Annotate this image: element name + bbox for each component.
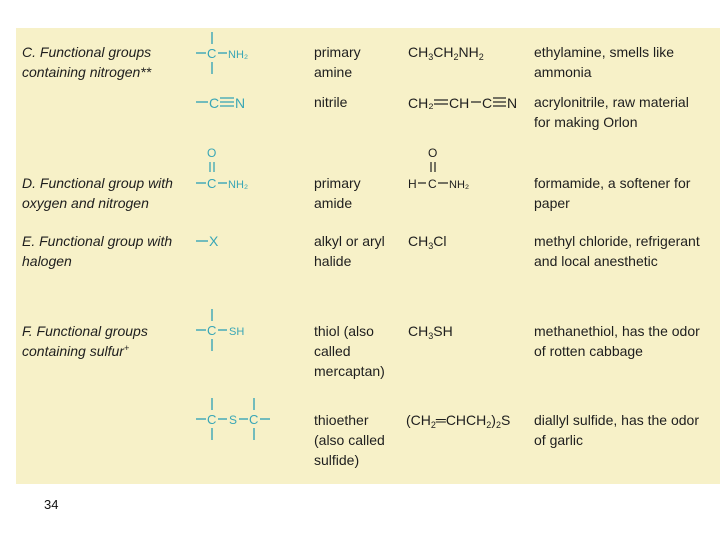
category-d-line2: oxygen and nitrogen (22, 195, 149, 211)
halide-group-structure (192, 230, 232, 254)
example-diallyl-sulfide: diallyl sulfide, has the odor of garlic (534, 412, 699, 448)
thioether-carbon-left: C (207, 412, 217, 427)
thiol-group-structure (192, 307, 272, 355)
formamide-nh2: NH₂ (449, 179, 470, 191)
category-f-line1: F. Functional groups (22, 323, 148, 339)
amine-group-structure (192, 30, 272, 78)
nitrile-group-structure (192, 90, 252, 114)
category-c-label (22, 42, 151, 82)
amide-carbon: C (207, 176, 217, 191)
amide-nh2: NH₂ (228, 179, 249, 191)
formula-methanethiol: $CH_3SH$ (408, 323, 453, 341)
class-nitrile: nitrile (314, 94, 348, 110)
thioether-carbon-right: C (249, 412, 259, 427)
formamide-carbon: C (428, 177, 437, 191)
category-d-label (22, 173, 173, 213)
thioether-sulfur: S (229, 413, 238, 427)
acrylonitrile-ch: CH (449, 95, 470, 111)
category-d-line1: D. Functional group with (22, 175, 173, 191)
category-e-line1: E. Functional group with (22, 233, 173, 249)
category-f-label (22, 321, 148, 363)
thiol-carbon: C (207, 323, 217, 338)
formamide-oxygen: O (428, 146, 438, 160)
acrylonitrile-n: N (507, 95, 518, 111)
class-primary-amide: primary amide (314, 175, 361, 211)
amide-group-structure (192, 143, 272, 193)
halide-x: X (209, 233, 219, 249)
formula-acrylonitrile (404, 90, 524, 114)
category-e-label (22, 231, 172, 271)
category-e-line2: halogen (22, 253, 72, 269)
thiol-sh: SH (229, 326, 245, 338)
acrylonitrile-ch2: CH₂ (408, 95, 434, 111)
example-acrylonitrile: acrylonitrile, raw material for making Orlon (534, 94, 689, 130)
example-ethylamine: ethylamine, smells like ammonia (534, 44, 675, 80)
acrylonitrile-c: C (482, 95, 493, 111)
class-primary-amine: primary amine (314, 44, 361, 80)
nitrile-carbon: C (209, 95, 220, 111)
formula-ethylamine: $CH_3CH_2NH_2$ (408, 44, 484, 62)
nitrile-nitrogen: N (235, 95, 246, 111)
formula-diallyl-sulfide: $(CH_2═CHCH_2)_2S$ (406, 412, 511, 430)
amine-nh2: NH₂ (228, 49, 249, 61)
example-methyl-chloride: methyl chloride, refrigerant and local anesthetic (534, 233, 700, 269)
category-c-line1: C. Functional groups (22, 44, 152, 60)
formula-formamide (404, 143, 494, 193)
formamide-h: H (408, 177, 417, 191)
category-c-line2: containing nitrogen** (22, 64, 152, 80)
formula-methyl-chloride: $CH_3Cl$ (408, 233, 447, 251)
example-formamide: formamide, a softener for paper (534, 175, 691, 211)
page-number: 34 (44, 497, 59, 512)
class-thioether: thioether (also called sulfide) (314, 412, 385, 468)
category-f-line2: containing sulfur+ (22, 343, 130, 359)
class-thiol: thiol (also called mercaptan) (314, 323, 385, 379)
thioether-group-structure (192, 395, 282, 445)
example-methanethiol: methanethiol, has the odor of rotten cabbage (534, 323, 700, 359)
amine-carbon: C (207, 46, 217, 61)
class-alkyl-aryl-halide: alkyl or aryl halide (314, 233, 385, 269)
amide-oxygen: O (207, 146, 217, 160)
